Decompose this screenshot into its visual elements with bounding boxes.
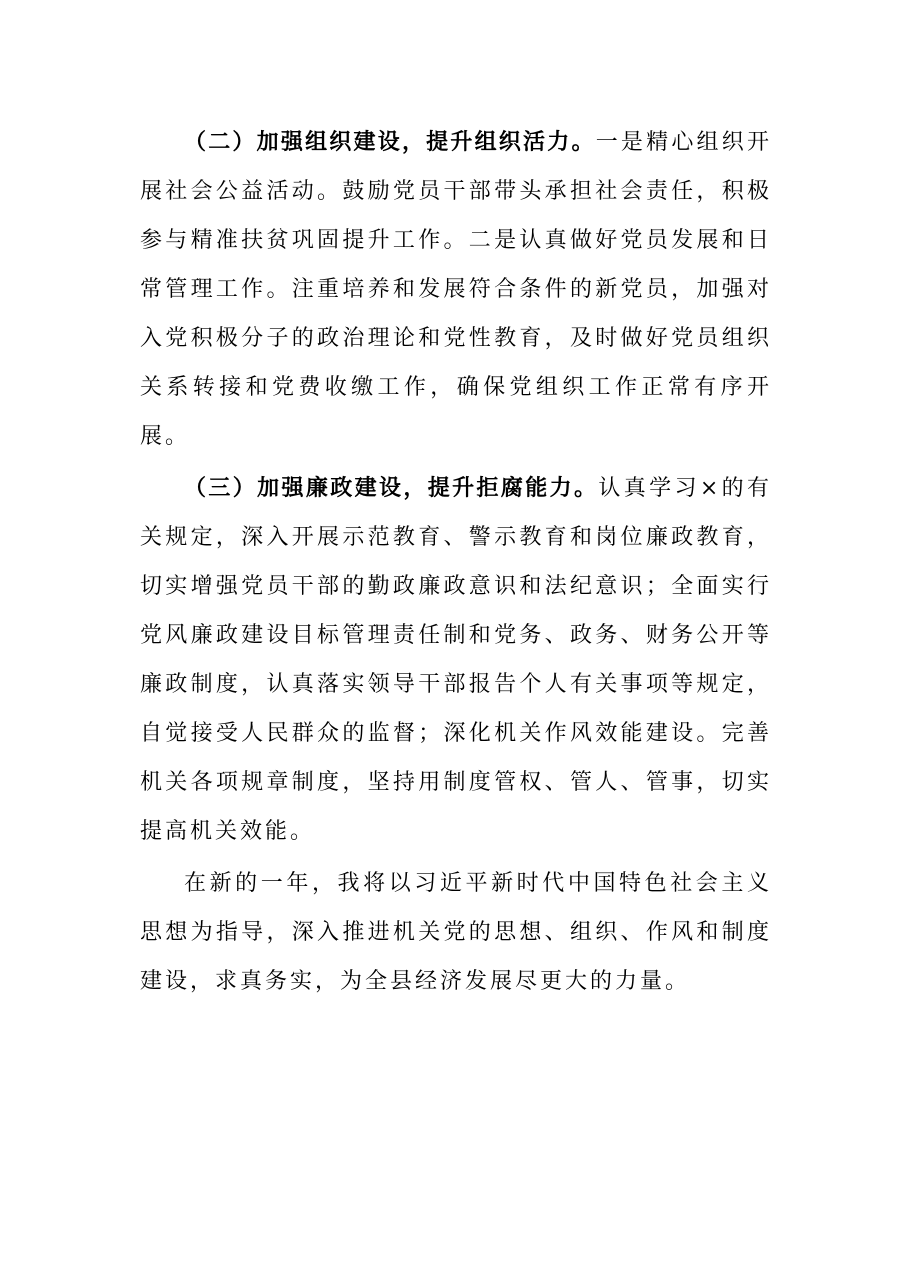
section-heading-organization: （二）加强组织建设，提升组织活力。 bbox=[184, 130, 596, 155]
conclusion-text: 在新的一年，我将以习近平新时代中国特色社会主义思想为指导，深入推进机关党的思想、组织、作风和制度建设，求真务实，为全县经济发展尽更大的力量。 bbox=[140, 871, 772, 994]
section-heading-integrity: （三）加强廉政建设，提升拒腐能力。 bbox=[184, 476, 599, 501]
document-body bbox=[140, 118, 772, 1006]
section-body-organization: 一是精心组织开展社会公益活动。鼓励党员干部带头承担社会责任，积极参与精准扶贫巩固提升工作。二是认真做好党员发展和日常管理工作。注重培养和发展符合条件的新党员，加强对入党积极分子的政治理论和党性教育，及时做好党员组织关系转接和党费收缴工作，确保党组织工作正常有序开展。 bbox=[140, 130, 772, 449]
paragraph-organization-building bbox=[140, 118, 772, 461]
paragraph-conclusion bbox=[140, 859, 772, 1006]
section-body-integrity: 认真学习×的有关规定，深入开展示范教育、警示教育和岗位廉政教育，切实增强党员干部的勤政廉政意识和法纪意识；全面实行党风廉政建设目标管理责任制和党务、政务、财务公开等廉政制度，认真落实领导干部报告个人有关事项等规定，自觉接受人民群众的监督；深化机关作风效能建设。完善机关各项规章制度，坚持用制度管权、管人、管事，切实提高机关效能。 bbox=[140, 476, 772, 844]
paragraph-integrity-building bbox=[140, 464, 772, 856]
